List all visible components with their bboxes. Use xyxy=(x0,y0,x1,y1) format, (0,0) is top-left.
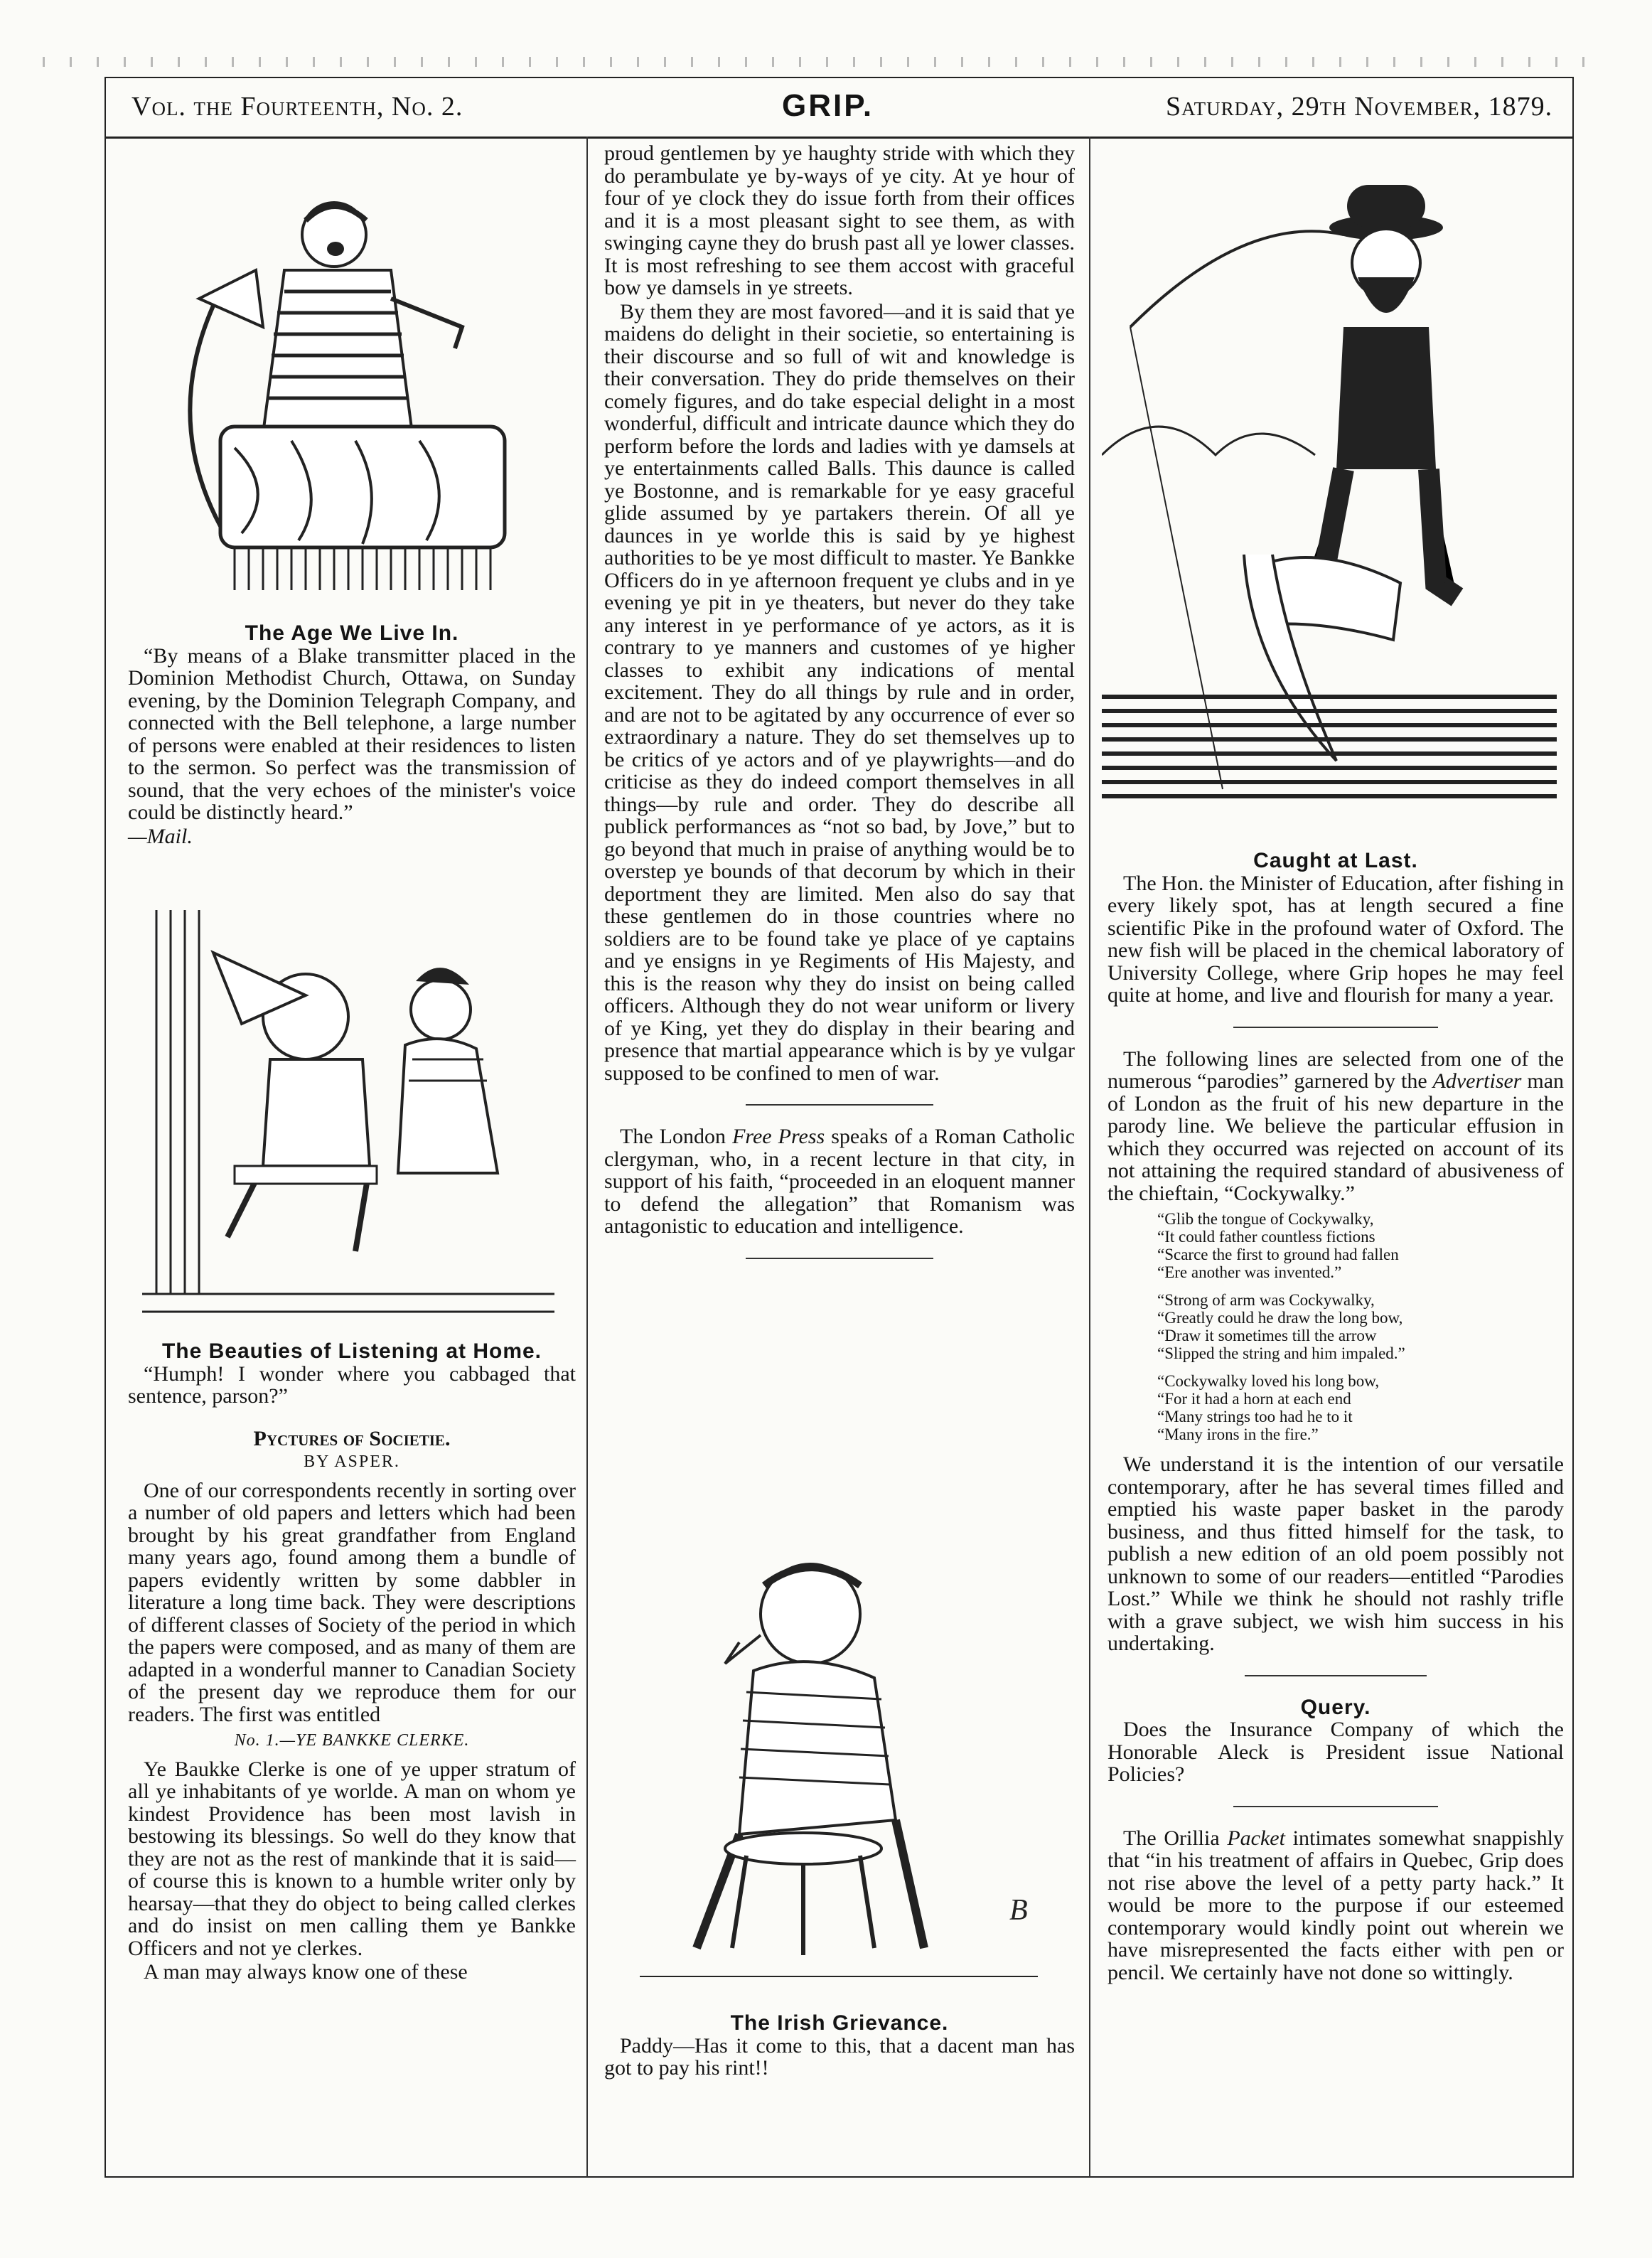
separator-rule xyxy=(1233,1806,1439,1807)
pyctures-title: Pyctures of Societie. xyxy=(253,1426,451,1450)
masthead-title: GRIP. xyxy=(782,88,874,123)
separator-rule xyxy=(746,1258,934,1259)
separator-rule xyxy=(746,1104,934,1106)
beauties-illustration xyxy=(142,896,554,1322)
column-3 xyxy=(1107,850,1564,1985)
irish-text: Paddy—Has it come to this, that a dacent man has got to pay his rint!! xyxy=(604,2033,1075,2080)
column-1 xyxy=(128,622,576,849)
artist-monogram: B xyxy=(1009,1894,1028,1927)
bankke-continued-2: By them they are most favored—and it is said that ye maidens do delight in their societie, so entertaining is their discourse and so full of wit and knowledge is their conversation. They do pride themselves on their comely figures, and do take especial delight in a most wonderful, difficult and intricate daunce which they do perform before the lords and ladies with ye damsels at ye entertainments called Balls. This daunce is called ye Bostonne, and is remarkable for ye easy graceful glide assumed by ye partakers therein. Of all ye daunces in ye worlde this is said by ye highest authorities to be ye most difficult to master. Ye Bankke Officers do in ye afternoon frequent ye clubs and in ye evening ye pit in ye theaters, but never do they take any interest in ye performance of ye actors, as it is contrary to ye manners and customes of ye higher classes to exhibit any indications of mental excitement. They do all things by rule and in order, and are not to be agitated by any occurrence of ever so extraordinary a nature. They do set themselves up to be critics of ye actors and of ye playwrights—and do criticise as they do indeed comport themselves in all things—by rule and order. They do describe all publick performances as “not so bad, by Jove,” but to go beyond that much in praise of anything would be to overstep ye bounds of that decorum by which in their deportment they are limited. Men also do say that these gentlemen do in those countries where no soldiers are to be found take ye place of ye captains and ye ensigns in ye Regiments of His Majesty, and this is the reason why they do insist on being called officers. Although they do not wear uniform or livery of ye King, yet they do display in their bearing and presence that martial appearance which is by ye vulgar supposed to be confined to men of war. xyxy=(604,299,1075,1085)
query-title: Query. xyxy=(1300,1695,1371,1719)
column-2-lower xyxy=(604,2012,1075,2081)
orillia-item: The Orillia Packet intimates somewhat snappishly that “in his treatment of affairs in Quebec, Grip does not rise above the level of a petty party hack.” It would be more to the purpose if our esteemed contemporary would kindly point out wherein we have misrepresented the facts either with pen or pencil. We certainly have not done so wittingly. xyxy=(1107,1826,1564,1984)
query-text: Does the Insurance Company of which the Honorable Aleck is President issue National Policies? xyxy=(1107,1718,1564,1786)
column-2 xyxy=(604,142,1075,1279)
irish-grievance-illustration xyxy=(640,1550,1038,1991)
parody-intro: The following lines are selected from one of the numerous “parodies” garnered by the Advertiser man of London as the fruit of his new departure in the parody line. We believe the particular effusion in which they occurred was rejected on account of its not attaining the required standard of abusiveness of the chieftain, “Cockywalky.” xyxy=(1107,1047,1565,1205)
separator-rule xyxy=(1233,1027,1439,1028)
parody-poem xyxy=(1157,1210,1564,1443)
caught-at-last-illustration xyxy=(1102,185,1557,825)
pyctures-byline: BY ASPER. xyxy=(304,1452,400,1471)
caught-text: The Hon. the Minister of Education, after fishing in every likely spot, has at length secured a fine scientific Pike in the profound water of Oxford. The new fish will be placed in the chemical laboratory of University College, where Grip hopes he may feel quite at home, and live and flourish for many a year. xyxy=(1107,871,1564,1007)
column-rule-2 xyxy=(1089,137,1090,2177)
beauties-text: “Humph! I wonder where you cabbaged that sentence, parson?” xyxy=(128,1361,576,1408)
caught-caption: Caught at Last. xyxy=(1253,849,1418,872)
age-we-live-in-illustration xyxy=(171,192,554,604)
bankke-heading: No. 1.—YE BANKKE CLERKE. xyxy=(234,1731,470,1750)
age-source: —Mail. xyxy=(128,824,193,848)
irish-caption: The Irish Grievance. xyxy=(730,2011,949,2035)
top-margin-specks xyxy=(43,57,1599,67)
beauties-caption: The Beauties of Listening at Home. xyxy=(161,1339,542,1363)
separator-rule xyxy=(1245,1675,1427,1676)
bankke-continued-1: proud gentlemen by ye haughty stride with which they do perambulate ye by-ways of ye city. At ye hour of four of ye clock they do issue forth from their offices and it is a most pleasant sight to see them, as with swinging cayne they do brush past all ye lower classes. It is most refreshing to see them accost with graceful bow ye damsels in ye streets. xyxy=(604,141,1075,299)
age-caption: The Age We Live In. xyxy=(245,621,459,645)
pyctures-paragraph: One of our correspondents recently in sorting over a number of old papers and letters which had been brought by his great grandfather from England many years ago, found among them a bundle of papers evidently written by some dabbler in literature a long time back. They were descriptions of different classes of Society of the period in which the papers were composed, and as many of them are adapted in a wonderful manner to Canadian Society of the present day we reproduce them for our readers. The first was entitled xyxy=(128,1478,576,1726)
issue-date: Saturday, 29th November, 1879. xyxy=(1166,92,1553,122)
parody-after: We understand it is the intention of our versatile contemporary, after he has several times filled and emptied his waste paper basket in the parody business, and thus fitted himself for the task, to publish a new edition of an old poem possibly not unknown to some of our readers—entitled “Parodies Lost.” While we think he should not rashly trifle with a grave subject, we wish him success in his undertaking. xyxy=(1107,1452,1564,1655)
bankke-paragraph-2: A man may always know one of these xyxy=(144,1960,468,1984)
column-rule-1 xyxy=(586,137,588,2177)
age-text: “By means of a Blake transmitter placed in the Dominion Methodist Church, Ottawa, on Sunday evening, by the Dominion Telegraph Company, and connected with the Bell telephone, a large number of persons were enabled at their residences to listen to the sermon. So perfect was the transmission of sound, that the very echoes of the minister's voice could be distinctly heard.” xyxy=(128,643,576,824)
bankke-paragraph-1: Ye Baukke Clerke is one of ye upper stratum of all ye inhabitants of ye worlde. A man on whom ye kindest Providence has been most lavish in bestowing its blessings. So well do they know that they are not as the rest of mankinde that it is said—of course this is known to a humble writer only by hearsay—that they do object to being called clerkes and do insist on men calling them ye Bankke Officers and not ye clerkes. xyxy=(128,1757,576,1960)
header-rule xyxy=(104,137,1574,139)
poem-stanza-3: “Cockywalky loved his long bow, “For it had a horn at each end “Many strings too had he to it “Many irons in the fire.” xyxy=(1157,1372,1380,1443)
volume-number: Vol. the Fourteenth, No. 2. xyxy=(132,92,463,122)
free-press-item: The London Free Press speaks of a Roman Catholic clergyman, who, in a recent lecture in that city, in support of his faith, “proceeded in an eloquent manner to defend the allegation” that Romanism was antagonistic to education and intelligence. xyxy=(604,1125,1076,1238)
column-1-lower xyxy=(128,1340,576,1985)
poem-stanza-2: “Strong of arm was Cockywalky, “Greatly could he draw the long bow, “Draw it sometimes till the arrow “Slipped the string and him impaled.” xyxy=(1157,1291,1405,1362)
poem-stanza-1: “Glib the tongue of Cockywalky, “It could father countless fictions “Scarce the first to ground had fallen “Ere another was invented.” xyxy=(1157,1210,1399,1281)
